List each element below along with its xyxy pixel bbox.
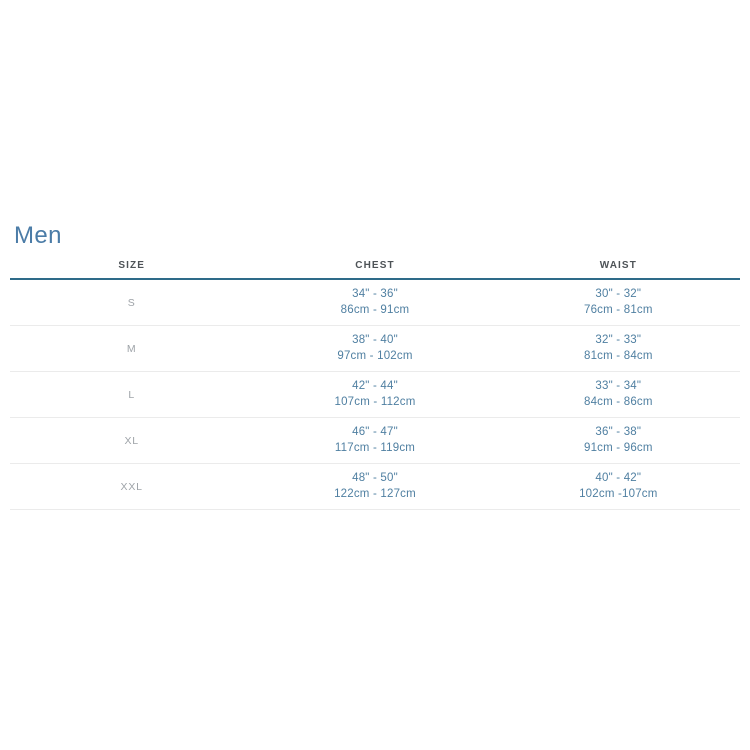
chest-cm-value: 97cm - 102cm <box>337 349 413 362</box>
chest-value-cell <box>253 333 496 364</box>
waist-cm-value: 81cm - 84cm <box>583 349 653 362</box>
column-header-chest: CHEST <box>355 260 395 271</box>
table-body <box>10 280 740 510</box>
waist-value-cell <box>497 333 740 364</box>
size-label: M <box>126 342 137 355</box>
chest-inches-value: 48" - 50" <box>352 472 398 484</box>
size-label: XL <box>124 434 139 447</box>
chest-inches-value: 38" - 40" <box>352 334 398 346</box>
table-row <box>10 326 740 372</box>
waist-cm-value: 91cm - 96cm <box>583 441 653 454</box>
column-header-waist: WAIST <box>599 260 637 271</box>
size-label: S <box>127 296 136 309</box>
waist-cm-value: 84cm - 86cm <box>583 395 653 408</box>
chest-inches-value: 34" - 36" <box>352 288 398 300</box>
waist-cm-value: 102cm -107cm <box>579 487 658 500</box>
table-row <box>10 464 740 510</box>
chest-cm-value: 86cm - 91cm <box>340 303 410 316</box>
size-label: L <box>128 388 135 401</box>
waist-cm-value: 76cm - 81cm <box>583 303 653 316</box>
table-row <box>10 280 740 326</box>
waist-value-cell <box>497 287 740 318</box>
waist-inches-value: 32" - 33" <box>595 334 642 346</box>
table-header-row <box>10 260 740 280</box>
waist-value-cell <box>497 471 740 502</box>
page-title: Men <box>14 222 62 249</box>
waist-value-cell <box>497 425 740 456</box>
waist-inches-value: 33" - 34" <box>595 380 642 392</box>
chest-value-cell <box>253 287 496 318</box>
chest-inches-value: 46" - 47" <box>352 426 398 438</box>
waist-inches-value: 40" - 42" <box>595 472 642 484</box>
chest-inches-value: 42" - 44" <box>352 380 398 392</box>
chest-value-cell <box>253 379 496 410</box>
chest-value-cell <box>253 471 496 502</box>
table-row <box>10 418 740 464</box>
chest-cm-value: 122cm - 127cm <box>334 487 416 500</box>
waist-inches-value: 30" - 32" <box>595 288 642 300</box>
table-row <box>10 372 740 418</box>
waist-inches-value: 36" - 38" <box>595 426 642 438</box>
chest-value-cell <box>253 425 496 456</box>
column-header-size: SIZE <box>118 260 145 271</box>
chest-cm-value: 117cm - 119cm <box>334 441 416 454</box>
size-chart-table <box>10 260 740 510</box>
chest-cm-value: 107cm - 112cm <box>334 395 416 408</box>
size-label: XXL <box>120 480 143 493</box>
waist-value-cell <box>497 379 740 410</box>
